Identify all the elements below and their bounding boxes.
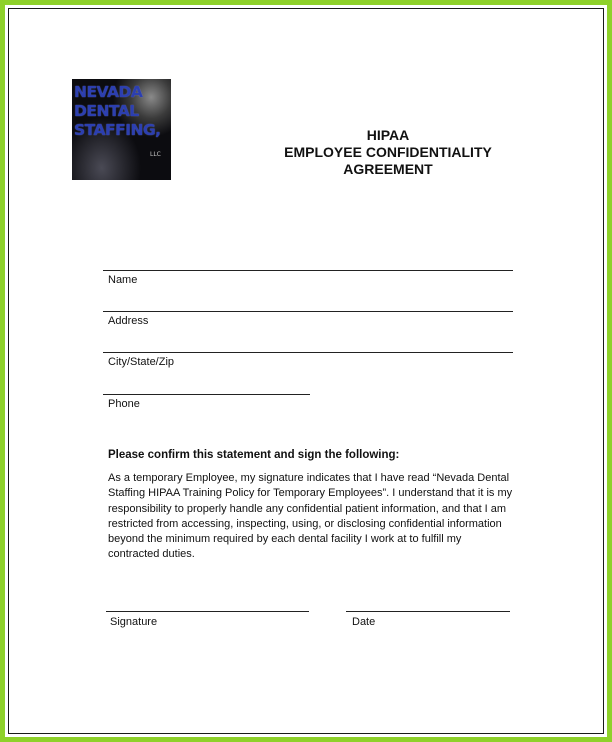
signature-label: Signature <box>110 616 158 628</box>
date-field-line[interactable] <box>346 611 510 612</box>
city-state-zip-label: City/State/Zip <box>108 356 175 368</box>
signature-field-line[interactable] <box>106 611 309 612</box>
address-label: Address <box>108 315 149 327</box>
city-state-zip-field-line[interactable] <box>103 352 513 353</box>
statement-heading: Please confirm this statement and sign the following: <box>108 449 400 461</box>
statement-line: Staffing HIPAA Training Policy for Temporary Employees”. I understand that it is my <box>108 487 513 500</box>
title-line-3: AGREEMENT <box>343 161 433 177</box>
name-label: Name <box>108 274 138 286</box>
date-label: Date <box>352 616 376 628</box>
address-field-line[interactable] <box>103 311 513 312</box>
name-field-line[interactable] <box>103 270 513 271</box>
title-line-2: EMPLOYEE CONFIDENTIALITY <box>284 144 492 160</box>
document-title <box>262 127 514 178</box>
statement-paragraph <box>108 471 533 563</box>
title-line-1: HIPAA <box>366 127 410 143</box>
logo-line-1: NEVADA <box>74 83 143 101</box>
logo-llc: LLC <box>150 151 161 158</box>
statement-line: contracted duties. <box>108 548 195 561</box>
statement-line: restricted from accessing, inspecting, using, or disclosing confidential information <box>108 517 502 530</box>
statement-line: As a temporary Employee, my signature indicates that I have read “Nevada Dental <box>108 472 510 484</box>
phone-label: Phone <box>108 398 140 410</box>
logo-line-3: STAFFING, <box>74 121 161 139</box>
statement-line: responsibility to properly handle any confidential patient information, and that I am <box>108 502 507 515</box>
company-logo <box>72 79 171 180</box>
statement-line: beyond the minimum required by each dental facility I work at to fulfill my <box>108 533 462 546</box>
logo-wordmark <box>74 83 169 140</box>
phone-field-line[interactable] <box>103 394 310 395</box>
logo-line-2: DENTAL <box>74 102 139 120</box>
